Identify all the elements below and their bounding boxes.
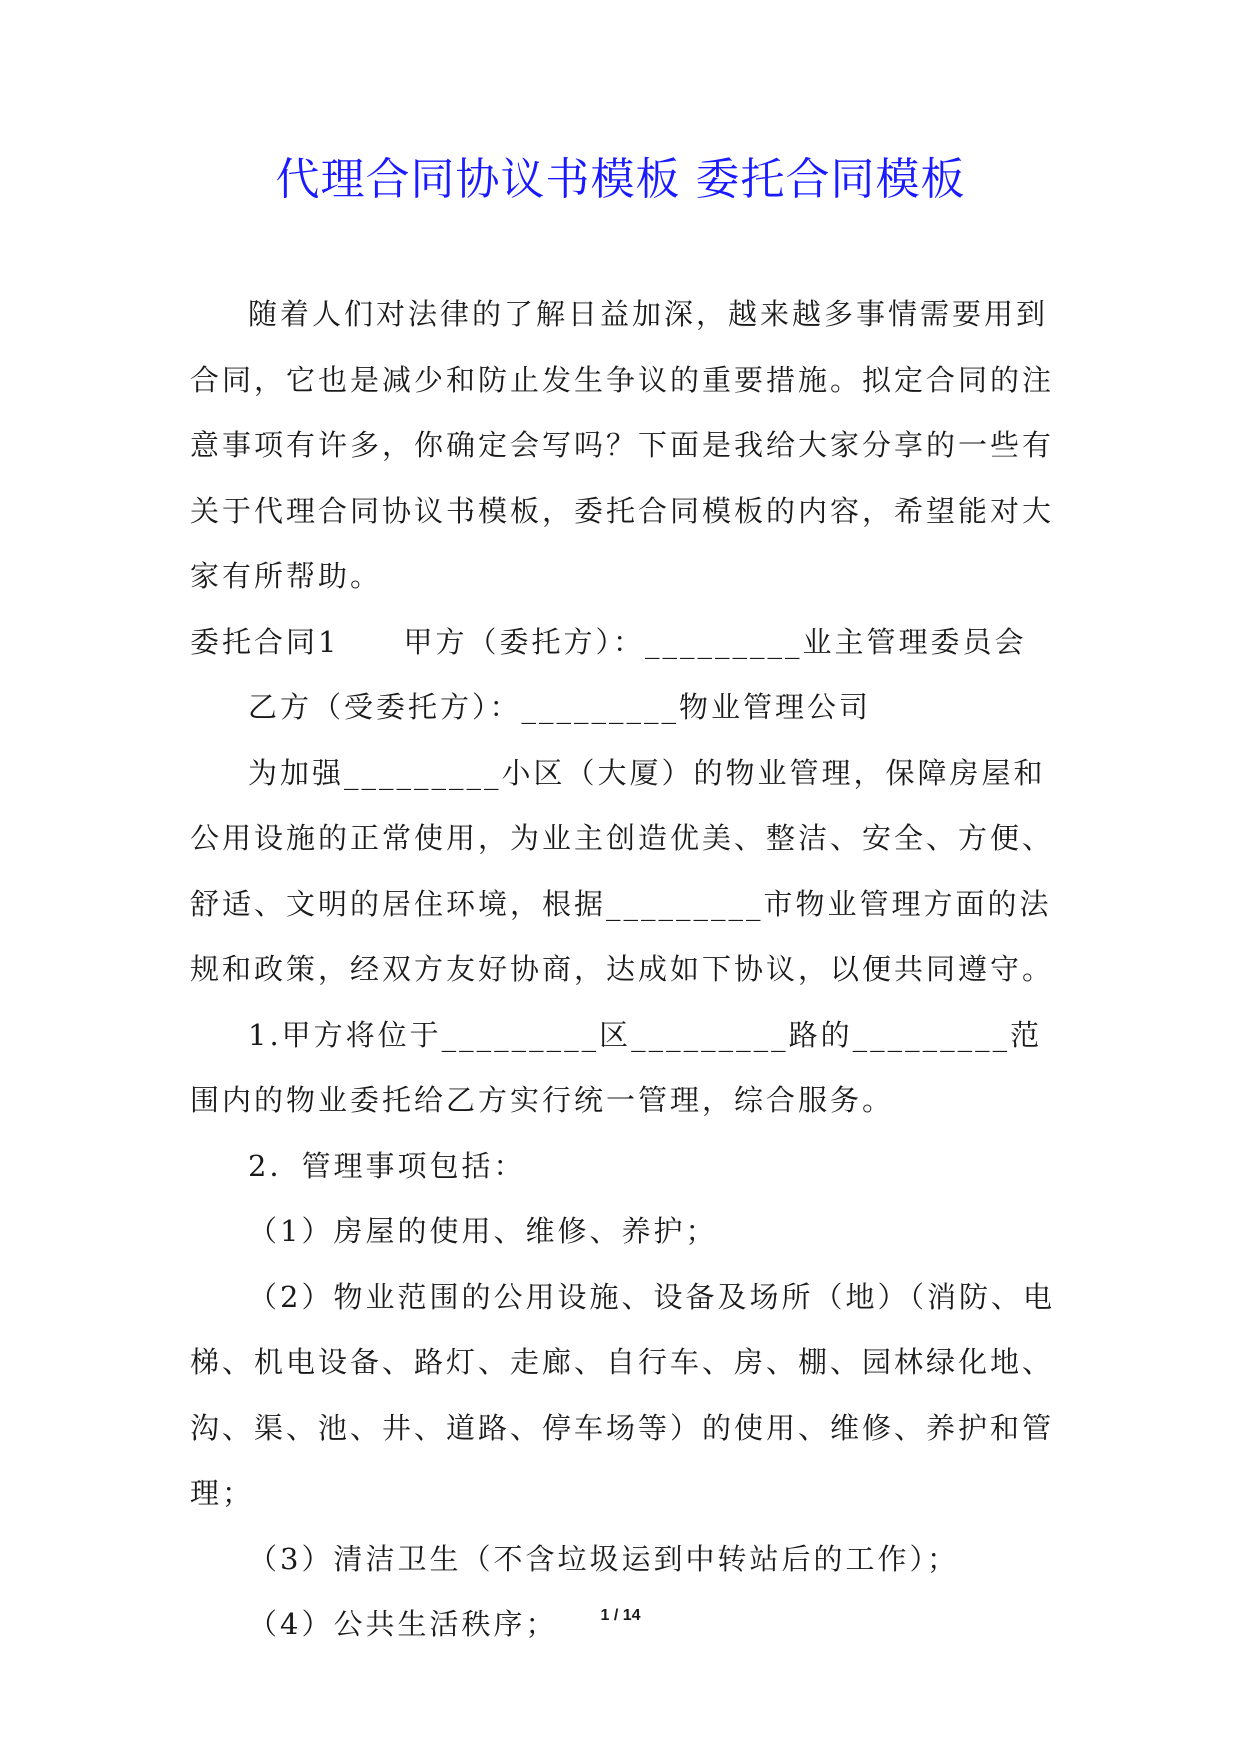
paragraph: 1.甲方将位于_________区_________路的_________范围内的物业委托给乙方实行统一管理，综合服务。 xyxy=(190,1017,1043,1117)
paragraph: （3）清洁卫生（不含垃圾运到中转站后的工作）； xyxy=(248,1541,959,1576)
document-body xyxy=(190,282,1056,1658)
paragraph: 乙方（受委托方）：_________物业管理公司 xyxy=(248,690,872,724)
paragraph: 2．管理事项包括： xyxy=(248,1148,526,1183)
paragraph: 为加强_________小区（大厦）的物业管理，保障房屋和公用设施的正常使用，为业主创造优美、整洁、安全、方便、舒适、文明的居住环境，根据_________市物业管理方面的法规和政策，经双方友好协商，达成如下协议，以便共同遵守。 xyxy=(190,755,1055,986)
paragraph: 随着人们对法律的了解日益加深，越来越多事情需要用到合同，它也是减少和防止发生争议的重要措施。拟定合同的注意事项有许多，你确定会写吗？下面是我给大家分享的一些有关于代理合同协议书模板，委托合同模板的内容，希望能对大家有所帮助。 xyxy=(190,297,1055,593)
page-number: 1 / 14 xyxy=(600,1607,641,1624)
paragraph: （2）物业范围的公用设施、设备及场所（地）（消防、电梯、机电设备、路灯、走廊、自行车、房、棚、园林绿化地、沟、渠、池、井、道路、停车场等）的使用、维修、养护和管理； xyxy=(190,1279,1055,1510)
paragraph: （4）公共生活秩序； xyxy=(248,1607,558,1641)
paragraph: （1）房屋的使用、维修、养护； xyxy=(248,1214,718,1248)
document-title: 代理合同协议书模板 委托合同模板 xyxy=(275,154,966,205)
paragraph: 委托合同1 甲方（委托方）：_________业主管理委员会 xyxy=(190,624,1027,659)
